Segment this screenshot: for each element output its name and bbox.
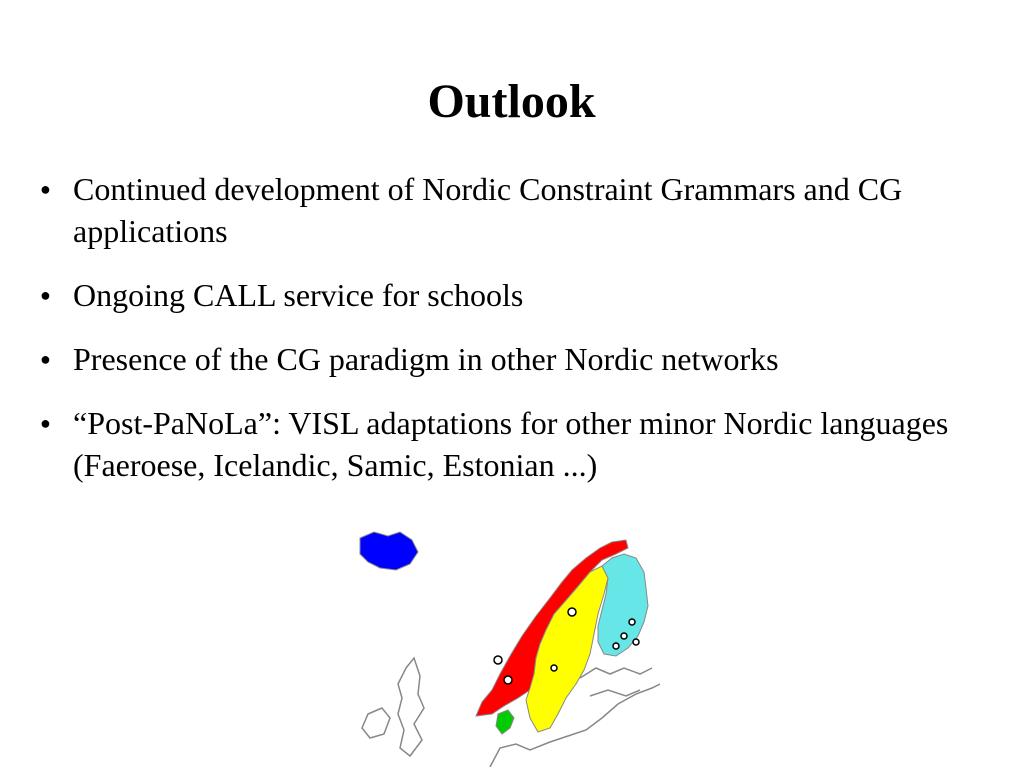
bullet-text: Continued development of Nordic Constraint Grammars and CG applications (73, 171, 903, 249)
bullet-text: “Post-PaNoLa”: VISL adaptations for other minor Nordic languages (Faeroese, Icelandic, Samic, Estonian ...) (73, 405, 949, 483)
bullet-item (0, 338, 1010, 380)
bullet-dot-icon: ● (40, 349, 51, 369)
bullet-item (0, 402, 1010, 486)
bullet-item (0, 274, 1010, 316)
bullet-list (0, 168, 1010, 508)
denmark-shape (496, 710, 514, 734)
nordic-map-image (340, 518, 660, 767)
bullet-dot-icon: ● (40, 285, 51, 305)
bullet-text: Presence of the CG paradigm in other Nordic networks (73, 341, 779, 377)
finland-shape (598, 554, 648, 656)
iceland-shape (360, 532, 418, 570)
slide-title: Outlook (427, 75, 596, 128)
bullet-text: Ongoing CALL service for schools (73, 277, 524, 313)
bullet-dot-icon: ● (40, 179, 51, 199)
bullet-item (0, 168, 1010, 252)
bullet-dot-icon: ● (40, 413, 51, 433)
british-isles-outline (362, 658, 424, 756)
